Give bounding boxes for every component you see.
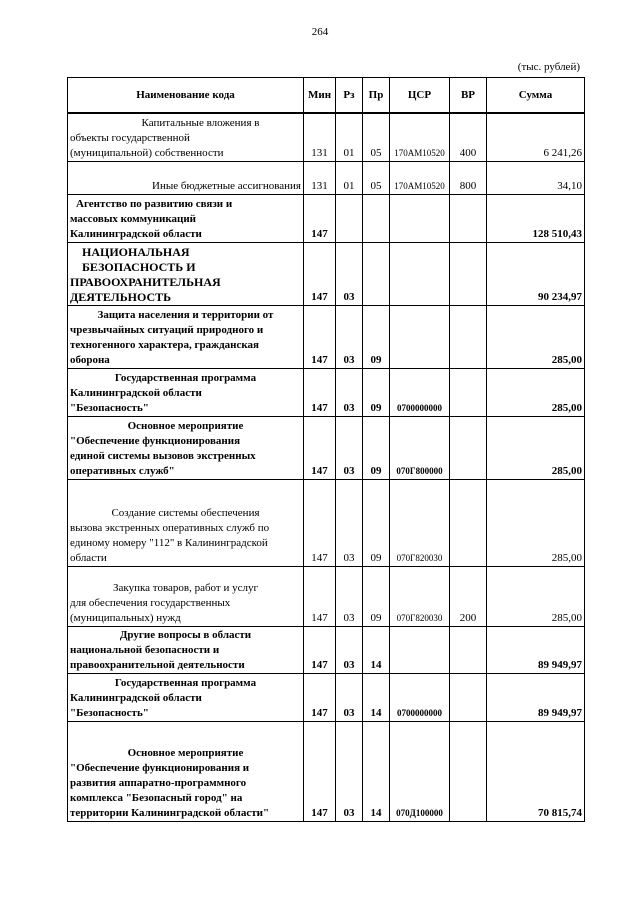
row-name-line: Закупка товаров, работ и услуг [113,581,258,594]
row-min: 131 [304,113,336,161]
row-vr [450,721,487,821]
page-number: 264 [311,26,329,38]
row-rz [336,194,363,242]
units-note: (тыс. рублей) [517,61,580,73]
table-row [68,305,585,368]
row-name-line: Государственная программа [114,371,257,384]
row-sum: 6 241,26 [487,113,585,161]
row-name-line: объекты государственной [70,131,190,144]
row-vr [450,368,487,416]
row-name-line: единой системы вызовов экстренных [70,449,256,462]
row-name-line: оборона [70,353,110,366]
row-csr: 170АМ10520 [390,161,450,194]
row-name-line: для обеспечения государственных [70,596,231,609]
row-name-line: НАЦИОНАЛЬНАЯ [82,244,190,259]
row-name [68,416,304,479]
table-row [68,479,585,566]
row-name-line: ПРАВООХРАНИТЕЛЬНАЯ [70,274,221,289]
row-name-line: развития аппаратно-программного [70,776,247,789]
row-name [68,626,304,673]
row-pr [363,242,390,305]
row-vr [450,194,487,242]
row-csr [390,305,450,368]
row-vr: 200 [450,566,487,626]
table-row [68,673,585,721]
row-rz: 01 [336,161,363,194]
row-sum: 285,00 [487,416,585,479]
col-header-name: Наименование кода [68,78,304,114]
row-min: 147 [304,721,336,821]
row-name-line: массовых коммуникаций [70,212,197,225]
row-rz: 03 [336,305,363,368]
row-name-line: (муниципальных) нужд [70,611,181,624]
row-pr: 14 [363,673,390,721]
row-vr [450,416,487,479]
col-header-pr: Пр [363,78,390,114]
row-min: 147 [304,626,336,673]
table-row [68,368,585,416]
row-rz: 03 [336,626,363,673]
row-name-line: правоохранительной деятельности [70,658,245,671]
row-min: 147 [304,305,336,368]
row-name-line: Другие вопросы в области [119,628,252,641]
row-rz: 03 [336,673,363,721]
row-csr: 070Г820030 [390,566,450,626]
row-csr [390,242,450,305]
row-min: 147 [304,416,336,479]
budget-table [67,77,585,822]
row-name-line: чрезвычайных ситуаций природного и [70,323,264,336]
row-name-line: Основное мероприятие [127,419,244,432]
row-pr: 14 [363,626,390,673]
row-vr [450,626,487,673]
row-min: 147 [304,479,336,566]
row-name-line: оперативных служб" [70,464,175,477]
row-name-line: Калининградской области [70,386,202,399]
row-csr: 0700000000 [390,368,450,416]
row-name-line: национальной безопасности и [70,643,220,656]
col-header-rz: Рз [336,78,363,114]
row-name-line: Защита населения и территории от [97,308,274,321]
row-name-line: Калининградской области [70,691,202,704]
row-name-line: Государственная программа [114,676,257,689]
row-vr [450,305,487,368]
row-name-line: БЕЗОПАСНОСТЬ И [82,259,196,274]
row-name-line: комплекса "Безопасный город" на [70,791,243,804]
row-min: 147 [304,566,336,626]
row-csr: 070Д100000 [390,721,450,821]
table-header-row [68,78,585,114]
row-sum: 285,00 [487,305,585,368]
row-rz: 01 [336,113,363,161]
row-sum: 89 949,97 [487,673,585,721]
table-row [68,242,585,305]
row-name-line: Капитальные вложения в [141,116,260,129]
row-pr: 09 [363,479,390,566]
row-name-line: Агентство по развитию связи и [76,197,233,210]
row-name-line: Калининградской области [70,227,202,240]
row-name-line: Основное мероприятие [127,746,244,759]
row-csr: 070Г800000 [390,416,450,479]
row-name-line: "Обеспечение функционирования и [70,761,250,774]
row-name [68,721,304,821]
row-name [68,194,304,242]
row-name [68,305,304,368]
row-name [68,566,304,626]
row-sum: 89 949,97 [487,626,585,673]
row-name-line: единому номеру "112" в Калининградской [70,536,268,549]
row-min: 147 [304,673,336,721]
row-sum: 285,00 [487,368,585,416]
row-rz: 03 [336,479,363,566]
row-rz: 03 [336,416,363,479]
row-min: 147 [304,194,336,242]
row-name-line: области [70,551,107,564]
col-header-csr: ЦСР [390,78,450,114]
row-csr [390,626,450,673]
table-row [68,113,585,161]
row-rz: 03 [336,242,363,305]
row-pr: 05 [363,161,390,194]
row-sum: 70 815,74 [487,721,585,821]
col-header-vr: ВР [450,78,487,114]
row-pr: 14 [363,721,390,821]
row-pr: 09 [363,368,390,416]
row-pr: 05 [363,113,390,161]
row-name-line: "Обеспечение функционирования [70,434,241,447]
row-rz: 03 [336,566,363,626]
row-name-line: "Безопасность" [70,706,149,719]
row-min: 131 [304,161,336,194]
row-name [68,673,304,721]
row-pr: 09 [363,416,390,479]
row-name [68,368,304,416]
row-pr [363,194,390,242]
row-sum: 285,00 [487,566,585,626]
row-sum: 34,10 [487,161,585,194]
table-row [68,626,585,673]
row-vr [450,673,487,721]
table-row [68,194,585,242]
row-pr: 09 [363,305,390,368]
row-sum: 90 234,97 [487,242,585,305]
row-sum: 128 510,43 [487,194,585,242]
row-vr: 400 [450,113,487,161]
table-row [68,566,585,626]
row-csr: 0700000000 [390,673,450,721]
row-name-line: вызова экстренных оперативных служб по [70,521,270,534]
row-name-line: "Безопасность" [70,401,149,414]
row-name [68,242,304,305]
table-row [68,416,585,479]
row-min: 147 [304,242,336,305]
row-name [68,161,304,194]
row-name [68,479,304,566]
row-vr [450,242,487,305]
row-pr: 09 [363,566,390,626]
col-header-min: Мин [304,78,336,114]
row-csr: 070Г820030 [390,479,450,566]
row-name-line: Иные бюджетные ассигнования [152,179,301,192]
table-row [68,161,585,194]
row-name-line: территории Калининградской области" [70,806,270,819]
table-row [68,721,585,821]
row-csr [390,194,450,242]
row-min: 147 [304,368,336,416]
row-name-line: Создание системы обеспечения [111,506,260,519]
row-csr: 170АМ10520 [390,113,450,161]
row-rz: 03 [336,721,363,821]
row-name-line: (муниципальной) собственности [70,146,224,159]
row-name-line: техногенного характера, гражданская [70,338,259,351]
row-vr [450,479,487,566]
row-name [68,113,304,161]
col-header-sum: Сумма [487,78,585,114]
row-name-line: ДЕЯТЕЛЬНОСТЬ [70,289,172,304]
row-vr: 800 [450,161,487,194]
row-rz: 03 [336,368,363,416]
row-sum: 285,00 [487,479,585,566]
